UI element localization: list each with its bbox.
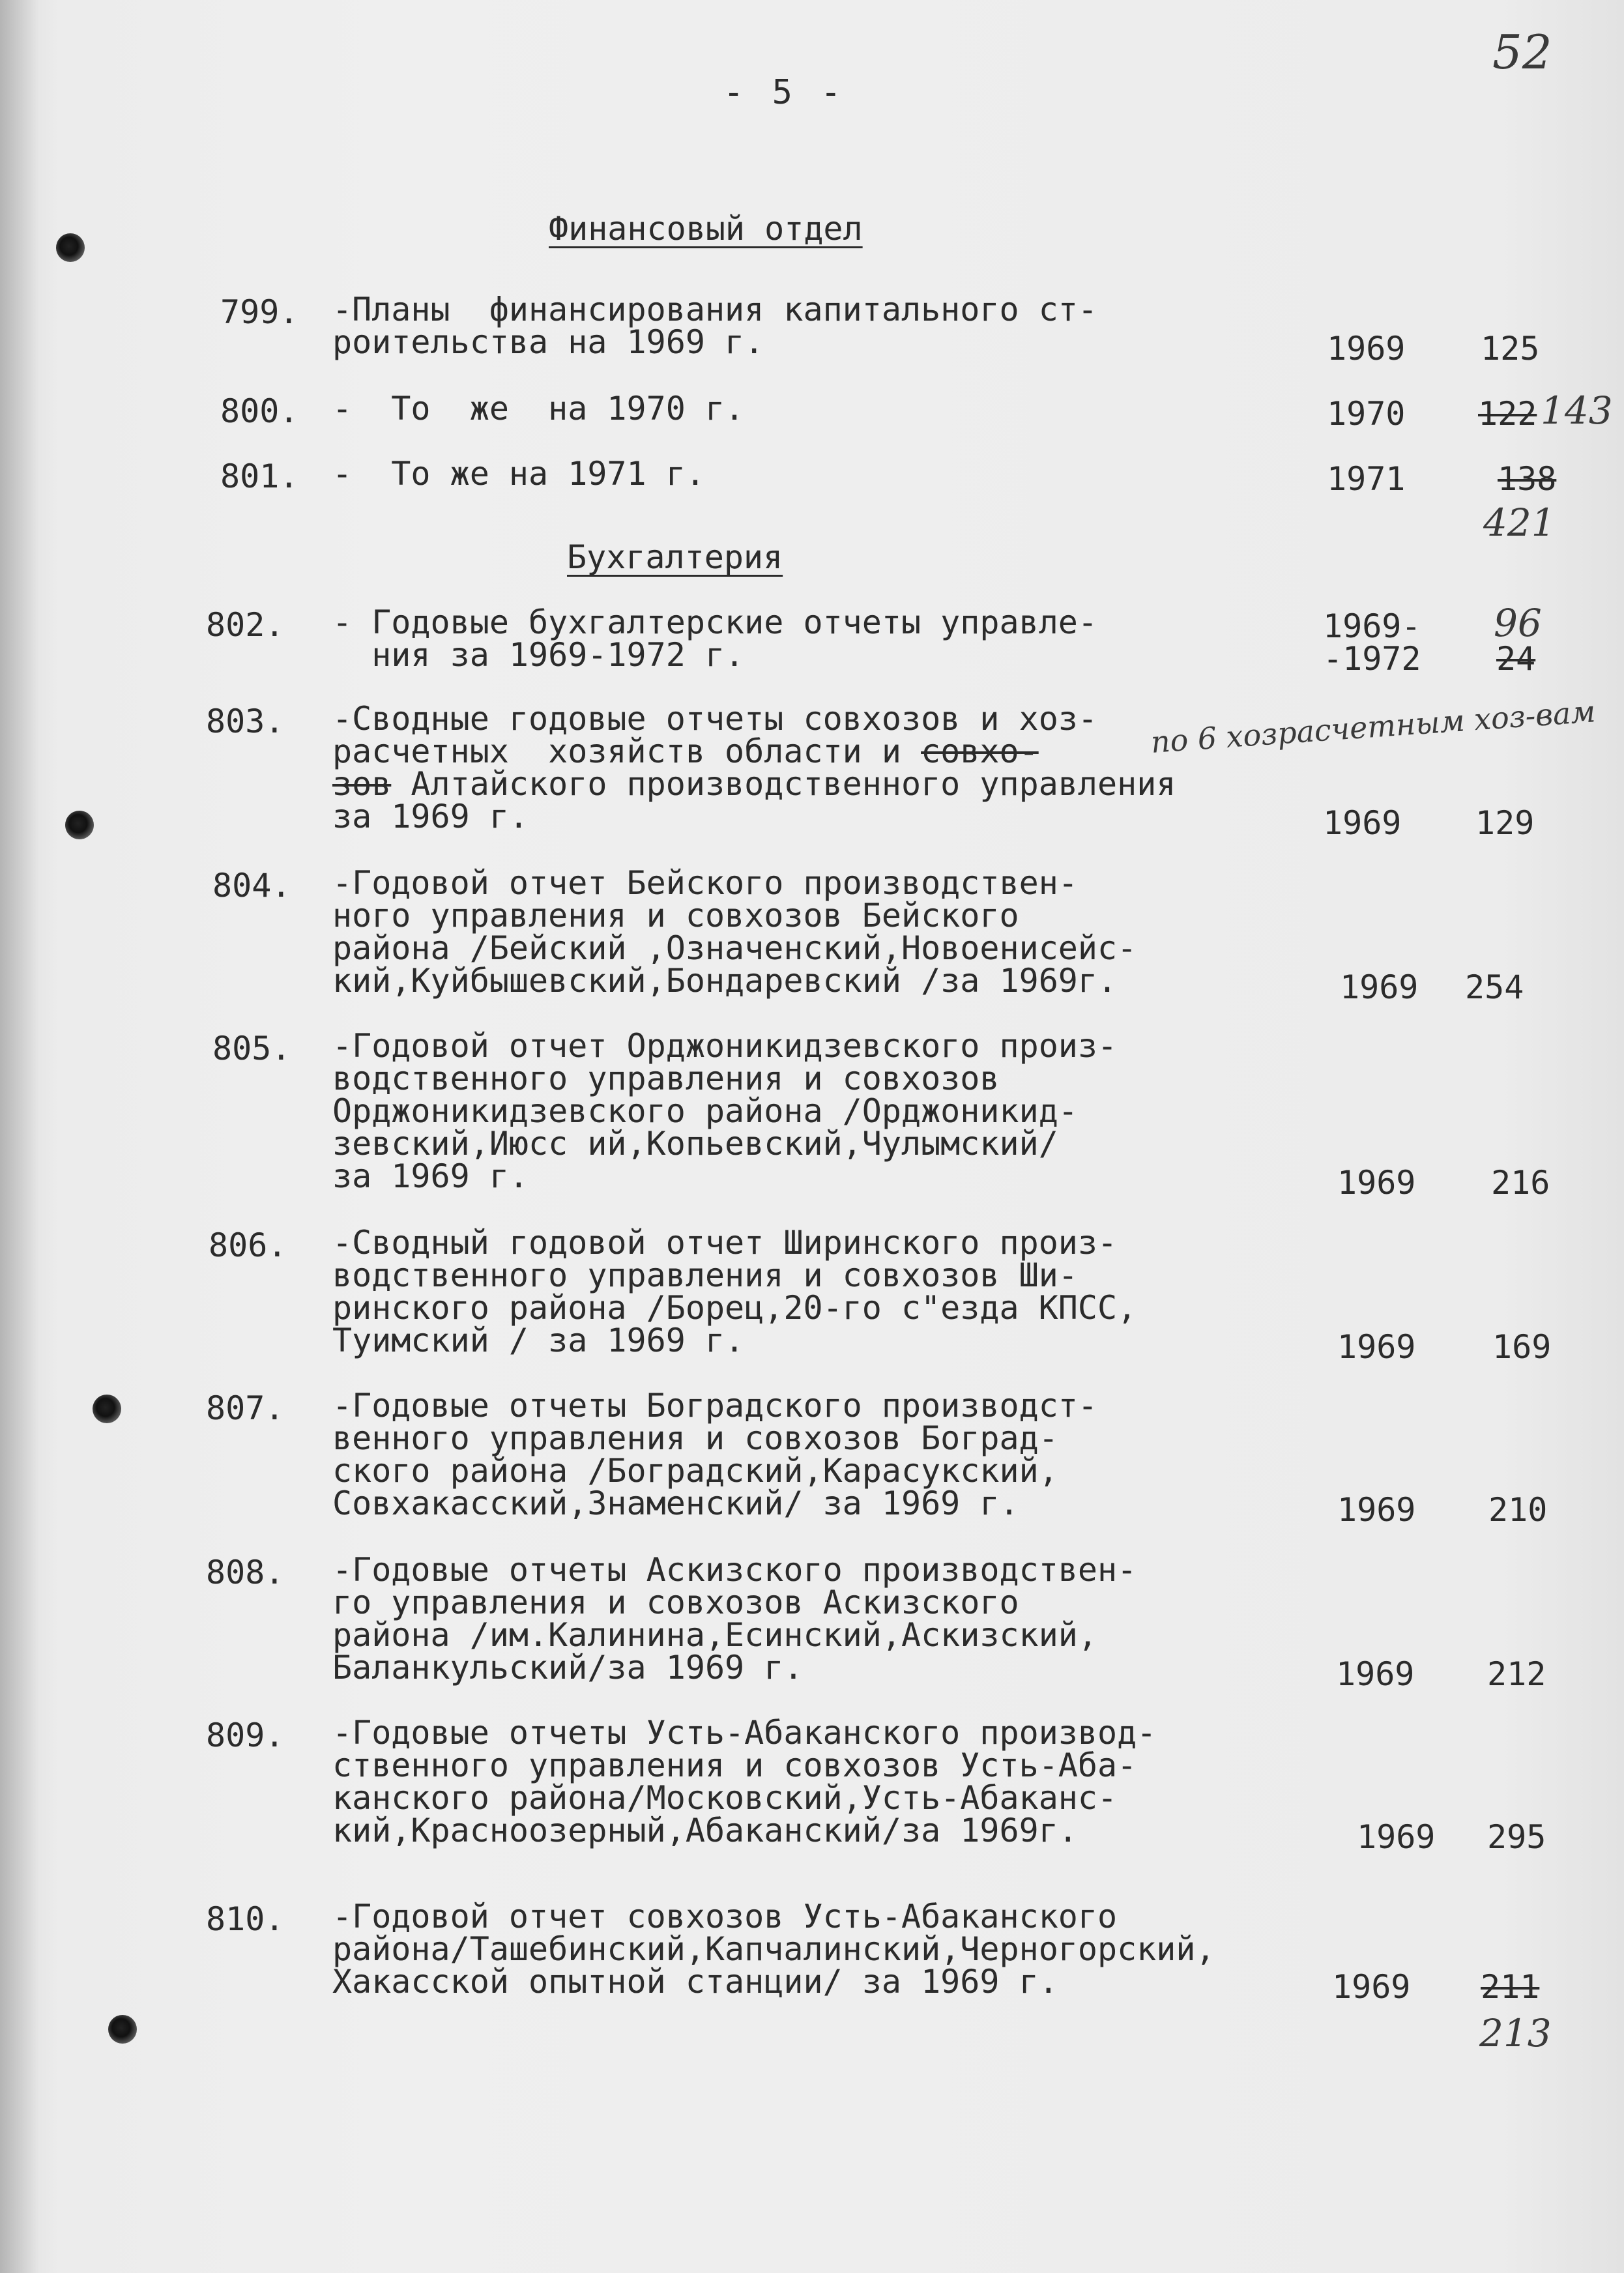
- entry-description: -Годовые отчеты Усть-Абаканского производ- ственного управления и совхозов Усть-Аба- канского района/Московский,Усть-Абаканс- кий,Красноозерный,Абаканский/за 1969г.: [332, 1714, 1157, 1849]
- entry-number: 810.: [206, 1900, 285, 1938]
- entry-count: 129: [1475, 804, 1535, 842]
- punch-hole: [56, 233, 85, 262]
- entry-text: -Сводные годовые отчеты совхозов и хоз- расчетных хозяйств области и: [332, 700, 1097, 770]
- entry-count-handwritten: 96: [1494, 601, 1542, 645]
- entry-text-continued: Алтайского производственного управления за 1969 г.: [332, 765, 1176, 835]
- punch-hole: [108, 2015, 137, 2044]
- page-number: - 5 -: [723, 73, 845, 112]
- entry-count: 295: [1487, 1818, 1546, 1856]
- entry-text-struck: совхо- зов: [332, 732, 1039, 803]
- entry-count-struck: 211: [1481, 1968, 1540, 2006]
- entry-count: 212: [1487, 1655, 1546, 1693]
- entry-count: 254: [1465, 968, 1524, 1006]
- archive-sheet-number: 52: [1492, 25, 1552, 80]
- section-heading-accounting: Бухгалтерия: [567, 538, 783, 576]
- entry-count: 210: [1488, 1491, 1548, 1529]
- entry-year: 1969: [1357, 1818, 1436, 1856]
- entry-number: 799.: [220, 293, 299, 331]
- entry-year: 1969: [1337, 1328, 1416, 1366]
- entry-year: 1969: [1336, 1655, 1415, 1693]
- entry-description: - То же на 1971 г.: [332, 455, 705, 493]
- entry-number: 805.: [212, 1030, 291, 1067]
- entry-year: 1969: [1323, 804, 1402, 842]
- entry-count-handwritten: 213: [1479, 2011, 1552, 2055]
- entry-number: 800.: [220, 392, 299, 430]
- entry-number: 804.: [212, 867, 291, 905]
- entry-count-struck: 24: [1496, 640, 1536, 678]
- entry-number: 801.: [220, 457, 299, 495]
- entry-description: -Годовые отчеты Аскизского производствен- го управления и совхозов Аскизского района /им.Калинина,Есинский,Аскизский, Баланкульский/за 1969 г.: [332, 1551, 1137, 1687]
- punch-hole: [93, 1395, 121, 1423]
- entry-number: 808.: [206, 1554, 285, 1591]
- entry-description: - Годовые бухгалтерские отчеты управле- ния за 1969-1972 г.: [332, 603, 1097, 674]
- entry-year: 1969- -1972: [1323, 607, 1421, 678]
- entry-count-struck: 138: [1498, 460, 1557, 498]
- entry-count-handwritten: 421: [1483, 500, 1556, 545]
- entry-number: 807.: [206, 1389, 285, 1427]
- punch-hole: [65, 811, 94, 839]
- entry-year: 1971: [1327, 460, 1406, 498]
- entry-number: 802.: [206, 606, 285, 644]
- entry-year: 1969: [1332, 1968, 1411, 2006]
- entry-count-struck: 122: [1478, 395, 1537, 433]
- entry-count: 125: [1481, 330, 1540, 368]
- entry-description: -Планы финансирования капитального ст- роительства на 1969 г.: [332, 291, 1097, 361]
- entry-description: -Годовой отчет Орджоникидзевского произ- водственного управления и совхозов Орджоникидзевского района /Орджоникид- зевский,Июсс ий,Копьевский,Чулымский/ за 1969 г.: [332, 1027, 1118, 1195]
- entry-description: -Годовой отчет Бейского производствен- ного управления и совхозов Бейского района /Бейский ,Означенский,Новоенисейс- кий,Куйбышевский,Бондаревский /за 1969г.: [332, 864, 1137, 1000]
- entry-description: -Сводный годовой отчет Ширинского произ- водственного управления и совхозов Ши- ринского района /Борец,20-го с"езда КПСС, Туимский / за 1969 г.: [332, 1224, 1137, 1359]
- entry-description: -Годовой отчет совхозов Усть-Абаканского района/Ташебинский,Капчалинский,Черногорский, Хакасской опытной станции/ за 1969 г.: [332, 1898, 1215, 2001]
- entry-count: 169: [1492, 1328, 1552, 1366]
- entry-year: 1969: [1340, 968, 1419, 1006]
- handwritten-insertion: по 6 хозрасчетным хоз-вам: [1150, 693, 1597, 760]
- entry-count: 216: [1491, 1164, 1550, 1202]
- entry-year: 1969: [1337, 1164, 1416, 1202]
- entry-count-handwritten: 143: [1541, 388, 1613, 433]
- page-edge-shadow: [0, 0, 39, 2273]
- entry-year: 1969: [1327, 330, 1406, 368]
- entry-number: 809.: [206, 1716, 285, 1754]
- entry-description: - То же на 1970 г.: [332, 390, 745, 427]
- entry-year: 1970: [1327, 395, 1406, 433]
- entry-number: 806.: [209, 1226, 287, 1264]
- entry-number: 803.: [206, 702, 285, 740]
- entry-description: -Годовые отчеты Боградского производст- венного управления и совхозов Боград- ского района /Боградский,Карасукский, Совхакасский,Знаменский/ за 1969 г.: [332, 1387, 1097, 1522]
- entry-year: 1969: [1337, 1491, 1416, 1529]
- section-heading-finance: Финансовый отдел: [549, 210, 863, 248]
